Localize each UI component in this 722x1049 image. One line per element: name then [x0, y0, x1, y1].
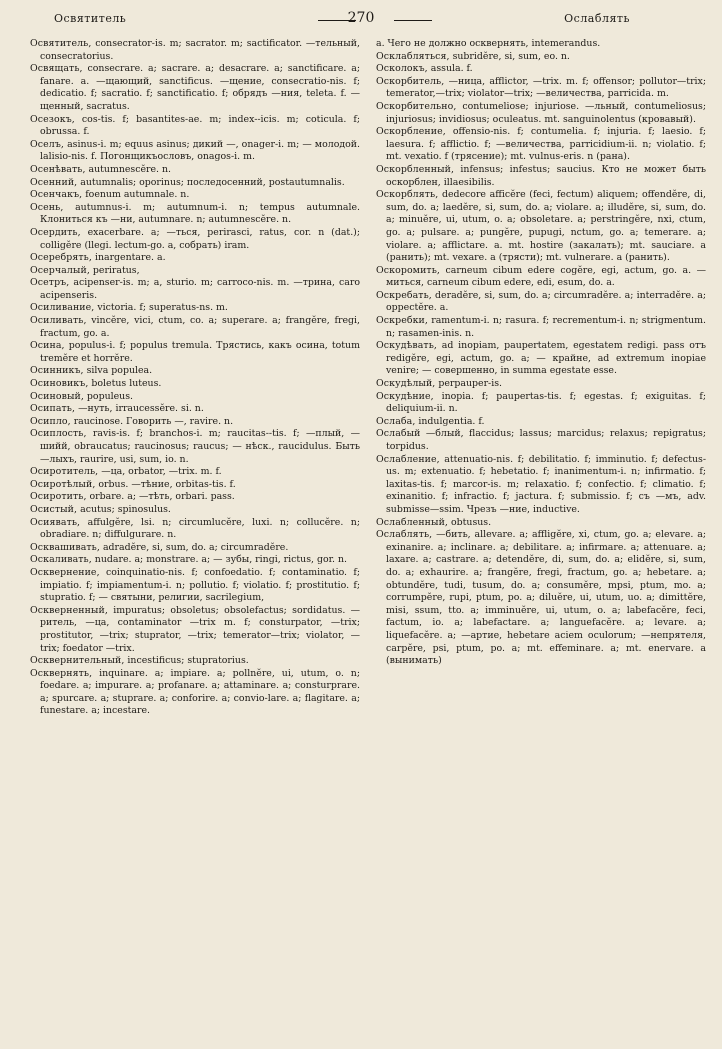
dictionary-entry [30, 479, 360, 492]
entry-definition: infensus; infestus; saucius. Кто не может быть оскорблен, illaesibilis. [386, 163, 706, 188]
dictionary-entry [30, 302, 360, 315]
dictionary-entry [376, 340, 706, 378]
dictionary-entry [30, 164, 360, 177]
dictionary-entry [376, 391, 706, 416]
entry-headword: Осердить, [30, 226, 81, 238]
running-head-left: Освятитель [54, 12, 127, 25]
entry-headword: Оселъ, [30, 138, 64, 150]
entry-headword: Осиротить, [30, 491, 87, 503]
right-column [376, 38, 706, 668]
entry-definition: raucinose. Говорить —, ravire. n. [70, 415, 234, 427]
entry-definition: nudare. a; monstrare. a; — зубы, ringi, rictus, gor. n. [91, 554, 348, 566]
dictionary-entry [376, 76, 706, 101]
entry-headword: Осипло, [30, 415, 71, 427]
entry-headword: Оскаливать, [30, 554, 92, 566]
entry-headword: Осклабляться, [376, 50, 450, 62]
entry-definition: consecrare. a; sacrare. a; desacrare. a; sanctificare. a; fanare. a. —щающий, sanctificus. —щение, consecratio-nis. f; dedicatio. f; sacratio. f; sanctificatio. f; обрядъ —ния, teleta. f. —щенный, sacratus. [40, 63, 360, 112]
dictionary-entry [30, 114, 360, 139]
entry-headword: Оскудѣвать, [376, 340, 437, 352]
dictionary-entry [376, 63, 706, 76]
entry-headword: Осиновикъ, [30, 378, 89, 390]
entry-headword: Ослабленный, [376, 516, 449, 528]
dictionary-entry [30, 189, 360, 202]
entry-headword: Оскорбленный, [376, 163, 455, 175]
dictionary-entry [30, 466, 360, 479]
entry-definition: victoria. f; superatus-ns. m. [94, 302, 228, 314]
dictionary-entry [30, 517, 360, 542]
entry-headword: Осиротитель, [30, 466, 99, 478]
entry-headword: Осистый, [30, 503, 78, 515]
dictionary-entry [30, 605, 360, 655]
dictionary-entry [30, 63, 360, 113]
left-column [30, 38, 360, 718]
entry-definition: ravis-is. f; branchos-i. m; raucitas--tis. f; —плый, —шийй, obraucatus; raucinosus; raucus; — нѣск., raucidulus. Быть —лыхъ, raurire, usi, sum, io. n. [40, 428, 360, 465]
entry-definition: —нуть, irraucessĕre. si. n. [75, 403, 204, 415]
entry-headword: Осиливать, [30, 315, 87, 327]
entry-definition: autumnalis; oporinus; последосенний, postautumnalis. [77, 176, 345, 188]
dictionary-entry [376, 101, 706, 126]
dictionary-entry [30, 177, 360, 190]
entry-definition: orbare. a; —тѣть, orbari. pass. [86, 491, 235, 503]
entry-definition: inquinare. a; impiare. a; pollnĕre, ui, utum, o. n; foedare. a; impurare. a; profanare. a; attaminare. a; consturprare. a; spurcare. a; stuprare. a; conforire. a; convio-lare. a; flagitare. a; funestare. a; incestare. [40, 667, 360, 717]
dictionary-entry [30, 655, 360, 668]
dictionary-entry [30, 340, 360, 365]
entry-headword: Освятитель, [30, 38, 92, 49]
entry-definition: asinus-i. m; equus asinus; дикий —, onager-i. m; — молодой. lalisio-nis. f. Погонщикъословъ, onagos-i. m. [40, 138, 360, 163]
entry-headword: Осиплость, [30, 428, 87, 440]
entry-definition: autumnus-i. m; autumnum-i. n; tempus autumnale. Клониться къ —ни, autumnare. n; autumnescĕre. n. [40, 201, 360, 226]
entry-definition: autumnescĕre. n. [85, 163, 172, 175]
entry-headword: Осиявать, [30, 516, 81, 528]
entry-headword: Осерчалый, [30, 264, 90, 276]
entry-definition: a. Чего не должно осквернять, intemerandus. [376, 38, 601, 49]
page-header [0, 10, 722, 32]
entry-definition: adradĕre, si, sum, do. a; circumradĕre. [99, 541, 289, 553]
dictionary-entry [376, 38, 706, 51]
entry-definition: boletus luteus. [88, 378, 162, 390]
dictionary-entry [376, 529, 706, 668]
dictionary-entry [376, 164, 706, 189]
entry-definition: ad inopiam, paupertatem, egestatem redigi. pass отъ redigĕre, egi, actum, go. a; — крайне, ad extremum inopiae venire; — совершенно, in summa egestate esse. [386, 340, 706, 377]
entry-definition: —ца, orbator, —trix. m. f. [98, 466, 222, 478]
entry-definition: impuratus; obsoletus; obsolefactus; sordidatus. —ритель, —ца, contaminator —trix m. f; consturpator, —trix; prostitutor, —trix; stuprator, —trix; temerator—trix; violator, —trix; foedator —trix. [40, 604, 360, 654]
entry-definition: silva populea. [83, 365, 153, 377]
entry-definition: ramentum-i. n; rasura. f; recrementum-i. n; strigmentum. n; rasamen-inis. n. [386, 315, 706, 339]
dictionary-entry [30, 542, 360, 555]
entry-definition: offensio-nis. f; contumelia. f; injuria. f; laesio. f; laesura. f; afflictio. f; —величества, parricidium-ii. n; violatio. f; mt. vexatio. f (трясение); mt. vulnus-eris. n (рана). [386, 126, 706, 163]
entry-headword: Осетръ, [30, 277, 70, 289]
entry-definition: incestificus; stupratorius. [124, 655, 249, 667]
entry-headword: Ослаба, [376, 415, 416, 427]
entry-headword: Оскорбительно, [376, 100, 457, 112]
entry-definition: coinquinatio-nis. f; confoedatio. f; contaminatio. f; impiatio. f; impiamentum-i. n; pollutio. f; violatio. f; prostitutio. f; stupratio. f; — святыни, религии, sacrilegium, [40, 566, 360, 604]
dictionary-entry [376, 290, 706, 315]
entry-headword: Оскоромить, [376, 264, 440, 276]
dictionary-entry [30, 491, 360, 504]
dictionary-entry [376, 51, 706, 64]
entry-definition: periratus, [89, 264, 140, 276]
entry-headword: Осквернять, [30, 667, 93, 679]
dictionary-entry [30, 416, 360, 429]
entry-definition: —ница, afflictor, —trix. m. f; offensor; pollutor—trix; temerator,—trix; violator—trix; —величества, parricida. m. [386, 75, 706, 100]
entry-headword: Ослаблять, [376, 529, 433, 541]
entry-definition: cos-tis. f; basantites-ae. m; index--icis. m; coticula. f; obrussa. f. [40, 113, 360, 138]
entry-definition: indulgentia. f. [415, 415, 485, 427]
dictionary-entry [376, 315, 706, 340]
entry-definition: contumeliose; injuriose. —льный, contumeliosus; injuriosus; invidiosus; oculeatus. mt. sanguinolentus (кровавый). [386, 100, 706, 125]
entry-headword: Осинникъ, [30, 365, 84, 377]
dictionary-entry [30, 365, 360, 378]
entry-headword: Осенѣвать, [30, 163, 86, 175]
entry-headword: Осиротѣлый, [30, 478, 96, 490]
dictionary-entry [376, 265, 706, 290]
dictionary-entry [376, 454, 706, 517]
dictionary-entry [30, 202, 360, 227]
entry-headword: Осенний, [30, 176, 78, 188]
running-head-right: Ослаблять [564, 12, 630, 25]
dictionary-entry [30, 378, 360, 391]
entry-headword: Ослабый [376, 428, 421, 440]
entry-definition: acutus; spinosulus. [77, 503, 171, 515]
dictionary-entry [376, 126, 706, 164]
entry-headword: Осквернительный, [30, 655, 125, 667]
dictionary-entry [30, 277, 360, 302]
dictionary-entry [376, 428, 706, 453]
entry-headword: Ослабление, [376, 453, 440, 465]
entry-headword: Оскребать, [376, 289, 432, 301]
entry-definition: deradĕre, si, sum, do. a; circumradĕre. a; interradĕre. a; oppectĕre. a. [386, 289, 706, 314]
entry-headword: Осеребрять, [30, 252, 92, 264]
dictionary-entry [376, 189, 706, 265]
dictionary-entry [30, 668, 360, 718]
dictionary-entry [30, 554, 360, 567]
entry-definition: affulgĕre, lsi. n; circumlucĕre, luxi. n; collucĕre. n; obradiare. n; diffulgurare. n. [40, 516, 360, 541]
entry-headword: Осиновый, [30, 390, 84, 402]
entry-headword: Осень, [30, 201, 64, 213]
dictionary-entry [30, 428, 360, 466]
entry-definition: —бить, allevare. a; affligĕre, xi, ctum, go. a; elevare. a; exinanire. a; inclinare. a; debilitare. a; infirmare. a; attenuare. a; laxare. a; castrare. a; detendĕre, di, sum, do. a; elidĕre, si, sum, do. a; exhaurire. a; frangĕre, fregi, fractum, go. a; hebetare. a; obtundĕre, tudi, tusum, do. a; consumĕre, mpsi, ptum, mo. a; corrumpĕre, rupi, ptum, po. a; diluĕre, ui, utum, uo. a; dimittĕre, misi, ssum, tto. a; imminuĕre, ui, utum, o. a; labefacĕre, feci, factum, io. a; labefactare. a; languefacĕre. a; levare. a; liquefacĕre. a; —артие, hebetare aciem oculorum; —непрятеля, carpĕre, psi, ptum, po. a; mt. effeminare. a; mt. enervare. a (вынимать) [386, 529, 706, 667]
entry-definition: perpauper-is. [435, 378, 503, 390]
dictionary-entry [30, 265, 360, 278]
dictionary-entry [30, 391, 360, 404]
entry-headword: Оскверненный, [30, 604, 108, 616]
entry-definition: vincĕre, vici, ctum, co. a; superare. a; frangĕre, fregi, fractum, go. a. [40, 315, 360, 339]
dictionary-entry [30, 139, 360, 164]
dictionary-entry [30, 315, 360, 340]
entry-headword: Осквернение, [30, 566, 100, 578]
entry-definition: populeus. [83, 390, 133, 402]
entry-headword: Оскребки, [376, 315, 428, 327]
entry-headword: Оскудѣлый, [376, 378, 436, 390]
dictionary-entry [30, 504, 360, 517]
entry-definition: populus-i. f; populus tremula. Трястись, какъ осина, totum tremĕre et horrĕre. [40, 340, 360, 364]
entry-definition: dedecore afficĕre (feci, fectum) aliquem; offendĕre, di, sum, do. a; laedĕre, si, sum, do. a; violare. a; illudĕre, si, sum, do. a; minuĕre, ui, utum, o. a; obsoletare. a; perstringĕre, nxi, ctum, go. a; pulsare. a; pungĕre, pupugi, nctum, go. a; temerare. a; violare. a; afflictare. a. mt. hostire (закалать); mt. sauciare. a (ранить); mt. vexare. a (трясти); mt. vulnerare. a (ранить). [386, 189, 706, 264]
entry-definition: obtusus. [448, 516, 492, 528]
entry-definition: consecrator-is. m; sacrator. m; sactificator. —тельный, consecratorius. [40, 38, 360, 62]
entry-definition: subridĕre, si, sum, eo. n. [449, 50, 570, 62]
entry-definition: carneum cibum edere cogĕre, egi, actum, go. a. —миться, carneum cibum ederе, edi, esum, do. a. [386, 264, 706, 289]
dictionary-entry [30, 567, 360, 605]
entry-definition: inopia. f; paupertas-tis. f; egestas. f; exiguitas. f; deliquium-ii. n. [386, 390, 706, 415]
dictionary-entry [30, 227, 360, 252]
entry-definition: exacerbare. a; —ться, perirasci, ratus, cor. n (dat.); colligĕre (llegi. lectum-go. a, собрать) iram. [40, 226, 360, 251]
dictionary-entry [30, 38, 360, 63]
entry-headword: Осипать, [30, 403, 76, 415]
entry-definition: inargentare. a. [91, 252, 166, 264]
entry-headword: Осколокъ, [376, 63, 428, 75]
page-number: 270 [347, 10, 375, 26]
entry-headword: Осина, [30, 340, 65, 352]
entry-definition: orbus. —тѣние, orbitas-tis. f. [95, 478, 236, 490]
dictionary-entry [376, 378, 706, 391]
dictionary-entry [376, 517, 706, 530]
entry-headword: Оскорбитель, [376, 75, 445, 87]
header-rule-right [394, 20, 432, 21]
entry-headword: Оскудѣние, [376, 390, 434, 402]
entry-definition: foenum autumnale. n. [82, 189, 190, 201]
dictionary-entry [30, 403, 360, 416]
entry-headword: Осенчакъ, [30, 189, 83, 201]
entry-headword: Осиливание, [30, 302, 95, 314]
dictionary-entry [376, 416, 706, 429]
entry-definition: attenuatio-nis. f; debilitatio. f; imminutio. f; defectus-us. m; extenuatio. f; hebetatio. f; inanimentum-i. n; infirmatio. f; laxitas-tis. f; marcor-is. m; relaxatio. f; confectio. f; climatio. f; exinanitio. f; infractio. f; jactura. f; submissio. f; съ —мъ, adv. submisse—ssim. Чрезъ —ние, inductive. [386, 453, 706, 515]
entry-headword: Осезокъ, [30, 113, 75, 125]
entry-headword: Оскорбление, [376, 126, 446, 138]
entry-definition: acipenser-is. m; a, sturio. m; carroco-nis. m. —трина, caro acipenseris. [40, 277, 360, 301]
entry-definition: —блый, flaccidus; lassus; marcidus; relaxus; repigratus; torpidus. [386, 428, 706, 452]
entry-headword: Освящать, [30, 63, 83, 75]
dictionary-entry [30, 252, 360, 265]
entry-definition: assula. f. [427, 63, 473, 75]
entry-headword: Оскорблять, [376, 189, 439, 201]
entry-headword: Осквашивать, [30, 541, 100, 553]
